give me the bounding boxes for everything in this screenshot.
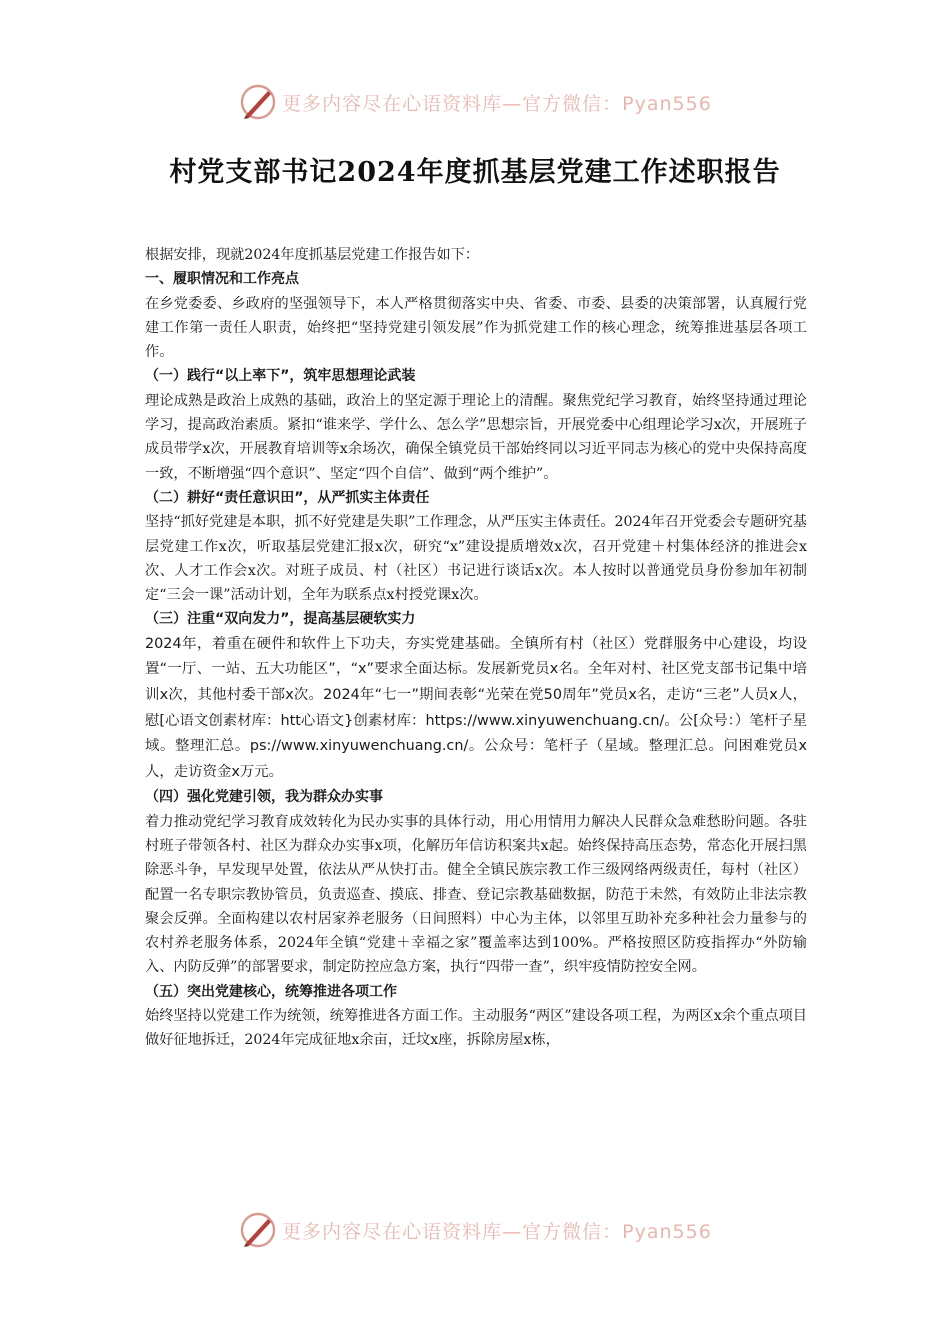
watermark-text: 更多内容尽在心语资料库—官方微信：Pyan556	[282, 92, 712, 115]
header-watermark-banner	[0, 82, 950, 122]
section-heading: （二）耕好“责任意识田”，从严抓实主体责任	[145, 489, 430, 506]
section-heading: （一）践行“以上率下”，筑牢思想理论武装	[145, 368, 416, 385]
document-title: 村党支部书记2024年度抓基层党建工作述职报告	[169, 157, 781, 188]
body-paragraph: 在乡党委委、乡政府的坚强领导下，本人严格贯彻落实中央、省委、市委、县委的决策部署，认真履行党建工作第一责任人职责，始终把“坚持党建引领发展”作为抓党建工作的核心理念，统筹推进基层各项工作。	[145, 295, 807, 361]
section-heading: （三）注重“双向发力”，提高基层硬软实力	[145, 611, 416, 628]
pen-logo-icon	[238, 82, 278, 122]
body-paragraph: 2024年，着重在硬件和软件上下功夫，夯实党建基础。全镇所有村（社区）党群服务中心建设，均设置“一厅、一站、五大功能区”，“x”要求全面达标。发展新党员x名。全年对村、社区党支部书记集中培训x次，其他村委干部x次。2024年“七一”期间表彰“光荣在党50周年”党员x名，走访“三老”人员x人，慰[心语文创素材库：htt心语文}创素材库：https://www.xinyuwenchuang.cn/。公[众号：）笔杆子星域。整理汇总。ps://www.xinyuwenchuang.cn/。公众号：笔杆子（星域。整理汇总。问困难党员x人，走访资金x万元。	[145, 635, 807, 780]
section-heading: （四）强化党建引领，我为群众办实事	[145, 789, 383, 806]
body-paragraph: 着力推动党纪学习教育成效转化为民办实事的具体行动，用心用情用力解决人民群众急难愁盼问题。各驻村班子带领各村、社区为群众办实事x项，化解历年信访积案共x起。始终保持高压态势，常态化开展扫黑除恶斗争，早发现早处置，依法从严从快打击。健全全镇民族宗教工作三级网络两级责任，每村（社区）配置一名专职宗教协管员，负责巡查、摸底、排查、登记宗教基础数据，防范于未然，有效防止非法宗教聚会反弹。全面构建以农村居家养老服务（日间照料）中心为主体，以邻里互助补充多种社会力量参与的农村养老服务体系，2024年全镇“党建＋幸福之家”覆盖率达到100%。严格按照区防疫指挥办“外防输入、内防反弹”的部署要求，制定防控应急方案，执行“四带一查”，织牢疫情防控安全网。	[145, 813, 807, 976]
body-paragraph: 理论成熟是政治上成熟的基础，政治上的坚定源于理论上的清醒。聚焦党纪学习教育，始终坚持通过理论学习，提高政治素质。紧扣“谁来学、学什么、怎么学”思想宗旨，开展党委中心组理论学习x次，开展班子成员带学x次，开展教育培训等x余场次，确保全镇党员干部始终同以习近平同志为核心的党中央保持高度一致，不断增强“四个意识”、坚定“四个自信”、做到“两个维护”。	[145, 392, 807, 482]
pen-logo-icon	[238, 1210, 278, 1250]
footer-watermark-banner	[0, 1210, 950, 1250]
body-paragraph: 坚持“抓好党建是本职，抓不好党建是失职”工作理念，从严压实主体责任。2024年召开党委会专题研究基层党建工作x次，听取基层党建汇报x次，研究“x”建设提质增效x次，召开党建＋村集体经济的推进会x次、人才工作会x次。对班子成员、村（社区）书记进行谈话x次。本人按时以普通党员身份参加年初制定“三会一课”活动计划，全年为联系点x村授党课x次。	[145, 514, 807, 604]
section-heading: 一、履职情况和工作亮点	[145, 271, 299, 288]
body-paragraph: 始终坚持以党建工作为统领，统筹推进各方面工作。主动服务“两区”建设各项工程，为两区x余个重点项目做好征地拆迁，2024年完成征地x余亩，迁坟x座，拆除房屋x栋，	[145, 1007, 807, 1049]
watermark-text: 更多内容尽在心语资料库—官方微信：Pyan556	[282, 1220, 712, 1243]
body-paragraph: 根据安排，现就2024年度抓基层党建工作报告如下：	[145, 247, 480, 263]
document-body	[145, 243, 807, 1053]
section-heading: （五）突出党建核心，统筹推进各项工作	[145, 983, 397, 1000]
